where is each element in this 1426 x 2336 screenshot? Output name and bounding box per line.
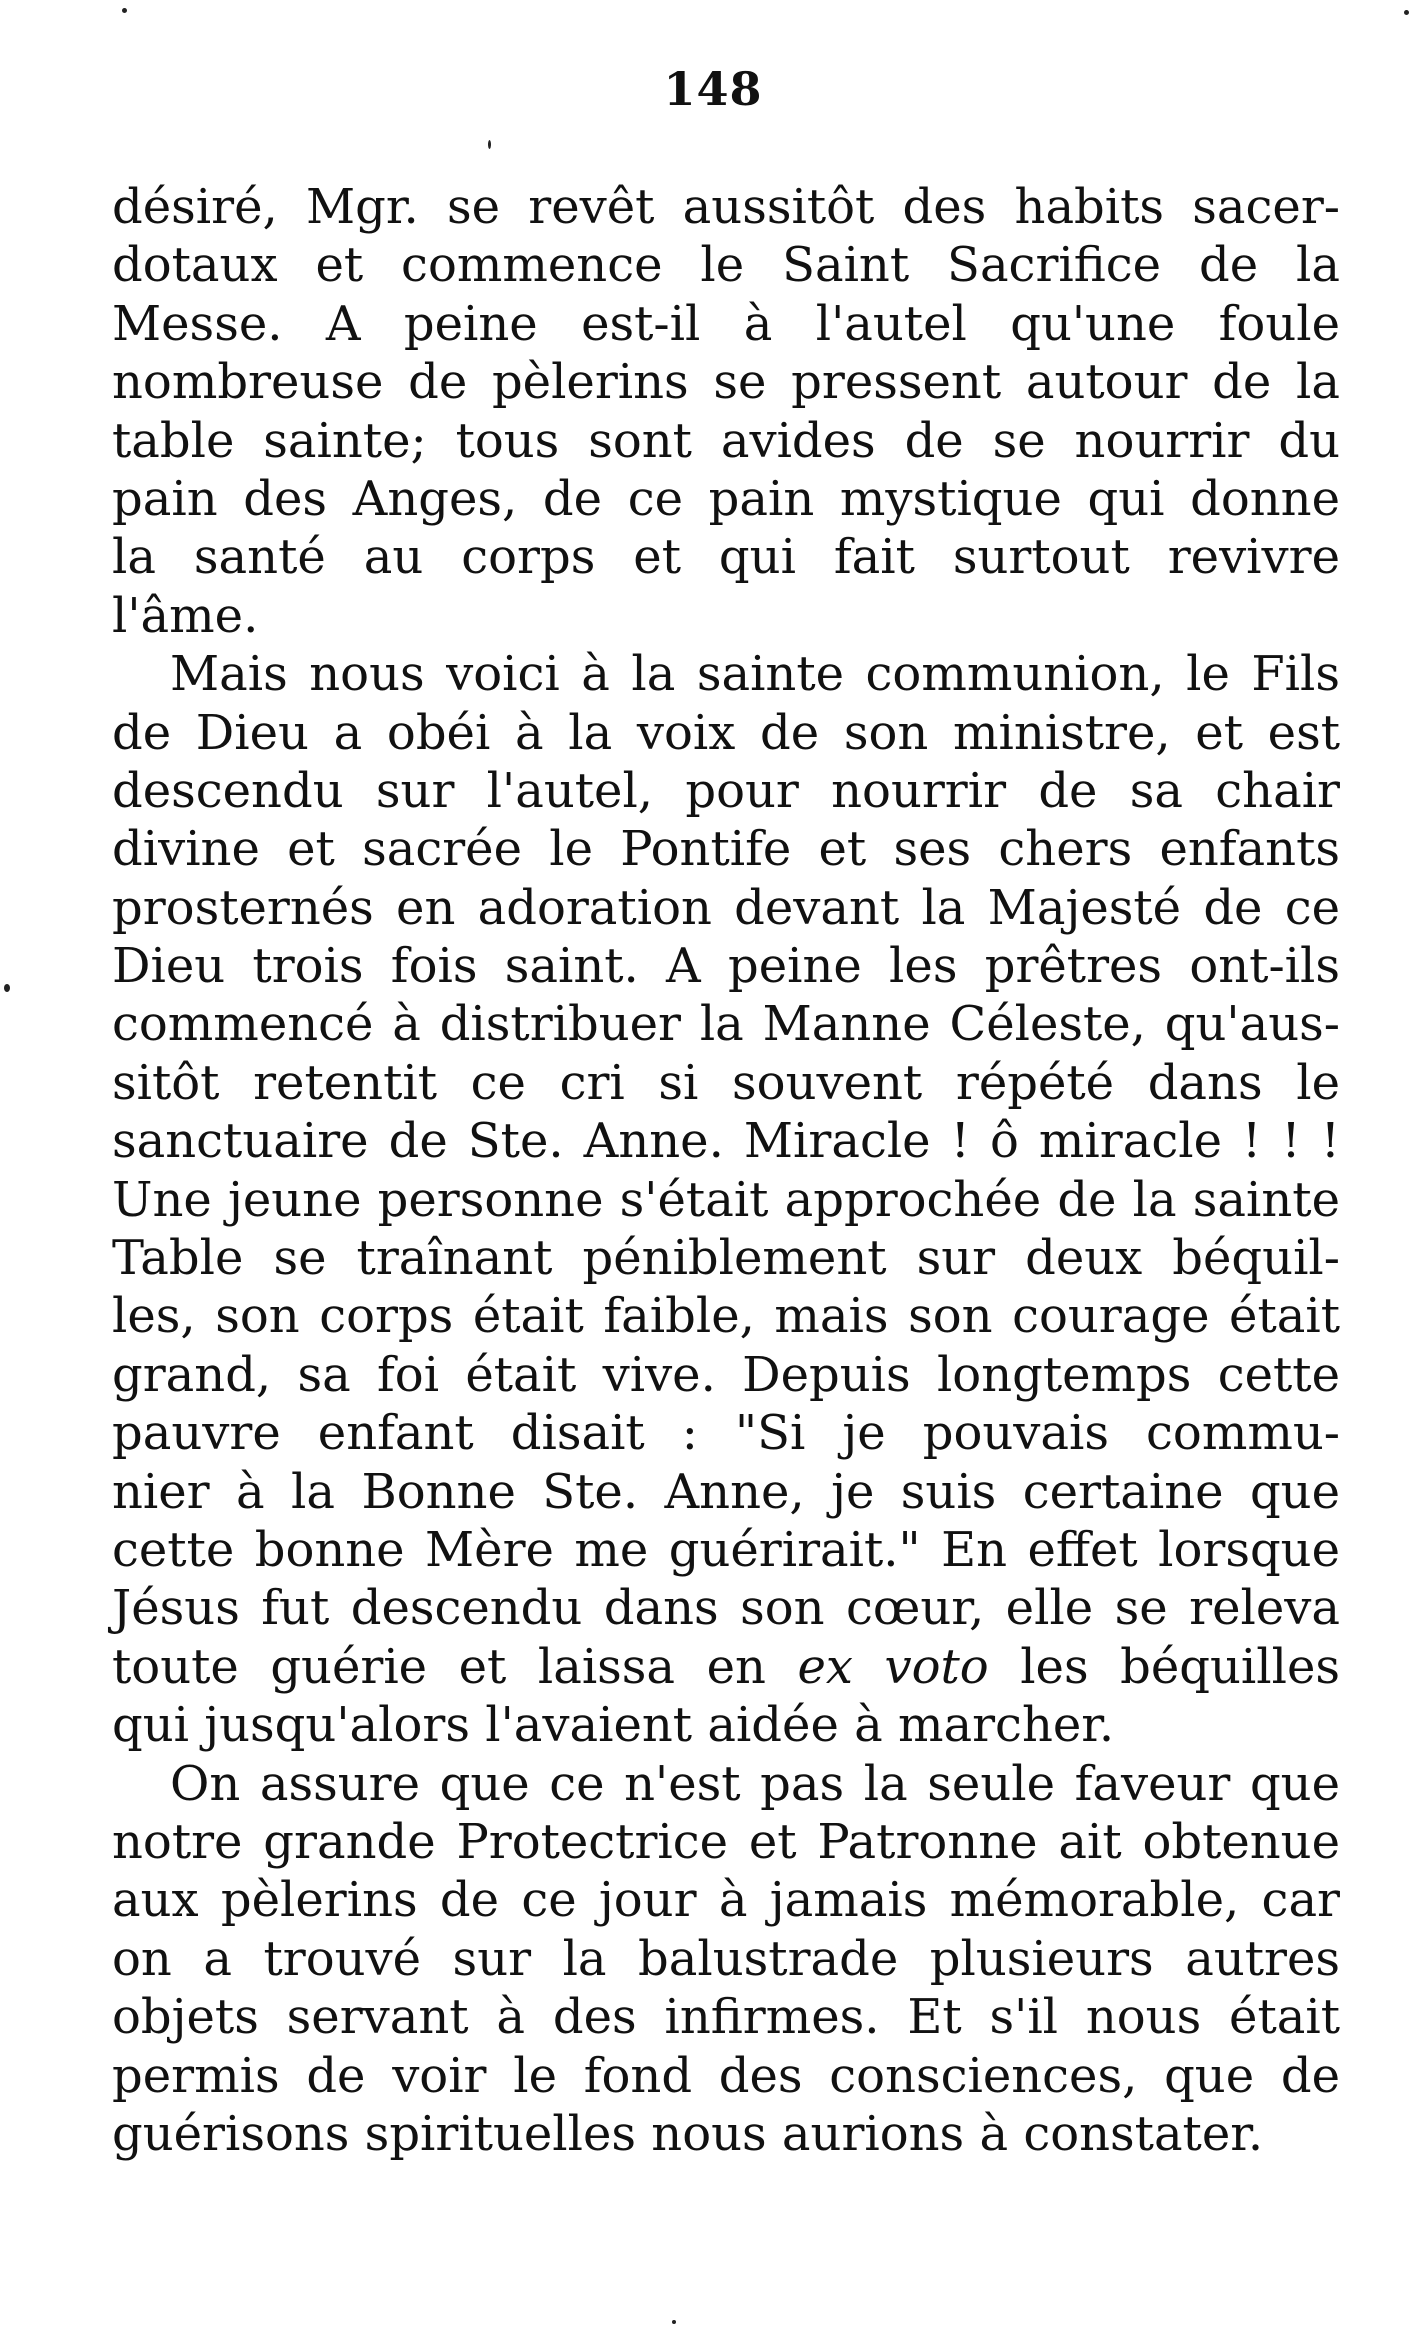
text-line: objets servant à des infirmes. Et s'il nous était [112, 1989, 1340, 2046]
text-line: dotaux et commence le Saint Sacrifice de la [112, 237, 1340, 294]
text-line: Messe. A peine est-il à l'autel qu'une foule [112, 295, 1340, 352]
text-line: toute guérie et laissa en ex voto les béquilles [112, 1638, 1340, 1695]
text-line: pain des Anges, de ce pain mystique qui donne [112, 470, 1340, 527]
scan-speck [4, 984, 10, 992]
text-line: on a trouvé sur la balustrade plusieurs autres [112, 1930, 1340, 1987]
text-line: notre grande Protectrice et Patronne ait obtenue [112, 1813, 1340, 1870]
text-line: commencé à distribuer la Manne Céleste, qu'aus- [112, 996, 1340, 1053]
text-line: permis de voir le fond des consciences, que de [112, 2047, 1340, 2104]
text-line: les, son corps était faible, mais son courage était [112, 1288, 1340, 1345]
text-line: Dieu trois fois saint. A peine les prêtres ont-ils [112, 938, 1340, 995]
text-line: désiré, Mgr. se revêt aussitôt des habits sacer- [112, 179, 1340, 235]
text-line: grand, sa foi était vive. Depuis longtemps cette [112, 1346, 1340, 1403]
text-line: sitôt retentit ce cri si souvent répété dans le [112, 1054, 1340, 1111]
scan-speck [672, 2320, 676, 2324]
text-line: sanctuaire de Ste. Anne. Miracle ! ô miracle ! ! ! [112, 1113, 1340, 1170]
text-line: table sainte; tous sont avides de se nourrir du [112, 412, 1340, 469]
text-line: Jésus fut descendu dans son cœur, elle se releva [112, 1580, 1340, 1637]
text-line: cette bonne Mère me guérirait." En effet lorsque [112, 1521, 1340, 1578]
text-line: aux pèlerins de ce jour à jamais mémorable, car [112, 1872, 1340, 1929]
italic-phrase: ex voto [797, 1638, 989, 1695]
text-line: l'âme. [112, 587, 259, 644]
text-line: nier à la Bonne Ste. Anne, je suis certaine que [112, 1463, 1340, 1520]
text-line: Une jeune personne s'était approchée de la sainte [112, 1171, 1340, 1228]
text-line: descendu sur l'autel, pour nourrir de sa chair [112, 762, 1340, 819]
scan-speck [488, 140, 491, 149]
scan-speck [1404, 10, 1409, 15]
text-line: nombreuse de pèlerins se pressent autour de la [112, 354, 1340, 411]
text-line: prosternés en adoration devant la Majesté de ce [112, 879, 1340, 936]
body-text [112, 178, 1340, 2163]
paragraph-start-line: Mais nous voici à la sainte communion, le Fils [170, 646, 1340, 703]
paragraph-start-line: On assure que ce n'est pas la seule faveur que [170, 1755, 1340, 1812]
page-number: 148 [663, 62, 763, 116]
text-line: qui jusqu'alors l'avaient aidée à marcher. [112, 1697, 1115, 1754]
text-line: la santé au corps et qui fait surtout revivre [112, 529, 1340, 586]
text-line: guérisons spirituelles nous aurions à constater. [112, 2105, 1264, 2162]
text-line: de Dieu a obéi à la voix de son ministre, et est [112, 704, 1340, 761]
text-line: divine et sacrée le Pontife et ses chers enfants [112, 821, 1340, 878]
text-line: Table se traînant péniblement sur deux béquil- [112, 1230, 1340, 1287]
text-line: pauvre enfant disait : "Si je pouvais commu- [112, 1405, 1340, 1462]
scan-speck [122, 8, 127, 13]
